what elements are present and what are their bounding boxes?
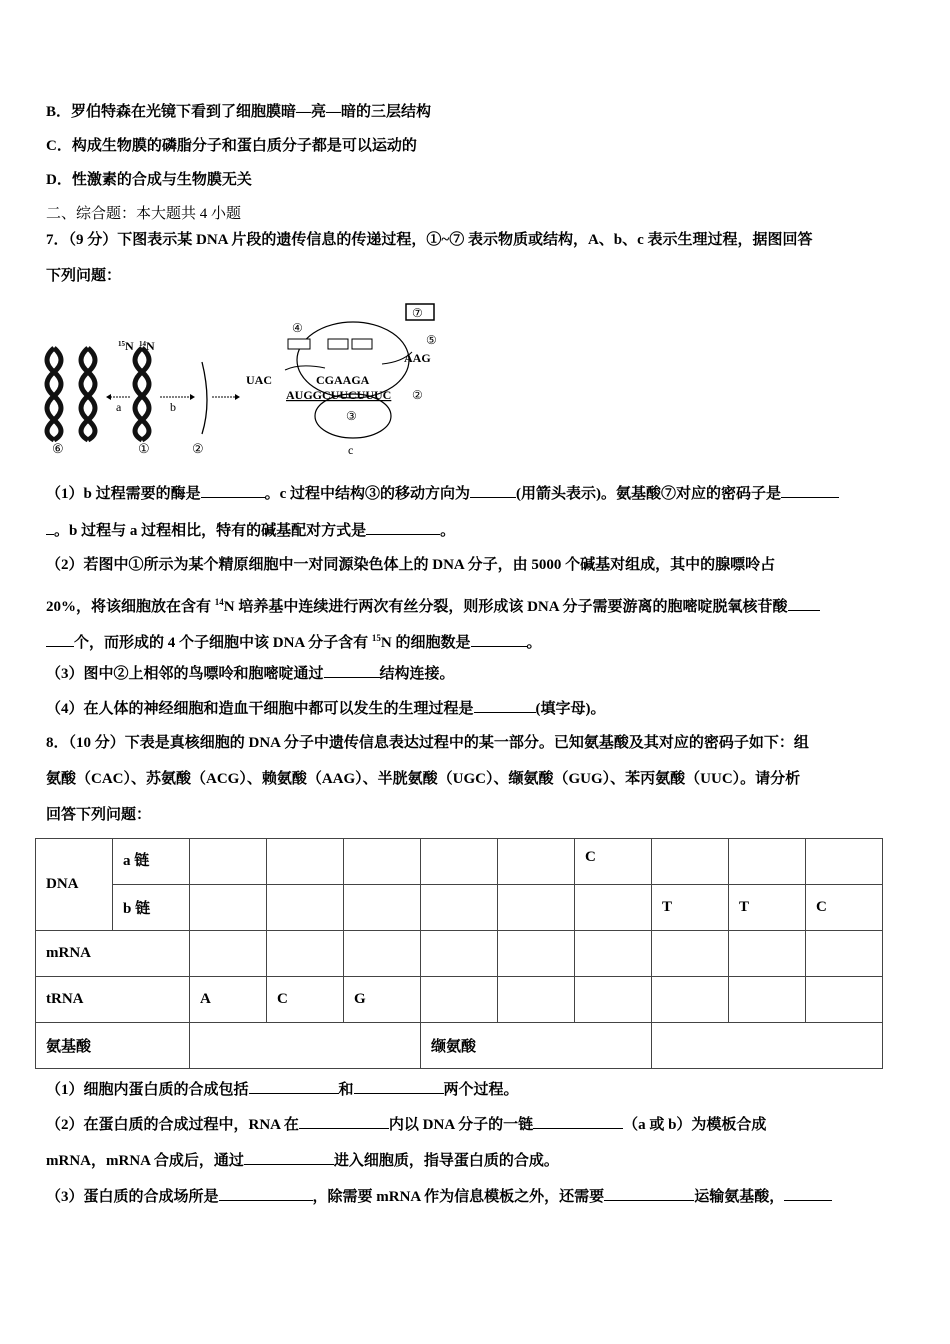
- cell: [190, 839, 267, 885]
- cell: [498, 885, 575, 931]
- svg-text:CGAAGA: CGAAGA: [316, 373, 370, 387]
- cell: [806, 839, 883, 885]
- q7-part4: （4）在人体的神经细胞和造血干细胞中都可以发生的生理过程是 (填字母)。: [46, 698, 606, 719]
- cell: [344, 931, 421, 977]
- table-row-trna: [36, 977, 883, 1023]
- cell: [575, 885, 652, 931]
- svg-text:15N: $^{15}$N: [118, 339, 134, 353]
- svg-text:14N: $^{14}$N: [139, 339, 155, 353]
- svg-text:⑤: ⑤: [426, 333, 437, 347]
- cell: [267, 885, 344, 931]
- q8-stem-3: 回答下列问题：: [46, 807, 152, 823]
- cell: 缬氨酸: [421, 1023, 652, 1069]
- svg-text:①: ①: [138, 441, 150, 456]
- q7-stem-1: 7．（9 分）下图表示某 DNA 片段的遗传信息的传递过程，①~⑦ 表示物质或结构，A、b、c 表示生理过程，据图回答: [46, 232, 813, 248]
- q7-part1-line1: （1）b 过程需要的酶是 。c 过程中结构③的移动方向为 (用箭头表示)。氨基酸⑦对应的密码子是: [46, 483, 839, 504]
- cell: [498, 977, 575, 1023]
- cell: [729, 839, 806, 885]
- option-c: C．构成生物膜的磷脂分子和蛋白质分子都是可以运动的: [46, 138, 417, 154]
- section-title: 二、综合题：本大题共 4 小题: [46, 206, 242, 222]
- b-chain-label: b 链: [113, 885, 190, 931]
- cell: [190, 1023, 421, 1069]
- q8-part2-line1: （2）在蛋白质的合成过程中，RNA 在 内以 DNA 分子的一链 （a 或 b）为模板合成: [46, 1114, 766, 1135]
- cell: [421, 977, 498, 1023]
- option-d: D．性激素的合成与生物膜无关: [46, 172, 252, 188]
- table-row-a-chain: [36, 839, 883, 885]
- q8-stem-1: 8．（10 分）下表是真核细胞的 DNA 分子中遗传信息表达过程中的某一部分。已知氨基酸及其对应的密码子如下：组: [46, 735, 809, 751]
- svg-text:b: b: [170, 400, 176, 414]
- dna-label: DNA: [36, 839, 113, 931]
- svg-text:②: ②: [192, 441, 204, 456]
- cell: [344, 885, 421, 931]
- dna-transfer-diagram: [40, 298, 440, 463]
- q7-part2-line2: 20%，将该细胞放在含有 $^{14}$N 培养基中连续进行两次有丝分裂，则形成该 DNA 分子需要游离的胞嘧啶脱氧核苷酸: [46, 592, 820, 617]
- cell: [806, 977, 883, 1023]
- cell: [729, 977, 806, 1023]
- svg-text:a: a: [116, 400, 122, 414]
- cell: [806, 931, 883, 977]
- cell: [190, 885, 267, 931]
- cell: G: [344, 977, 421, 1023]
- cell: [421, 931, 498, 977]
- cell: [421, 839, 498, 885]
- svg-text:②: ②: [412, 388, 423, 402]
- a-chain-label: a 链: [113, 839, 190, 885]
- cell: [267, 931, 344, 977]
- cell: A: [190, 977, 267, 1023]
- svg-text:AUGGCUUCUUUC: AUGGCUUCUUUC: [286, 388, 392, 402]
- svg-text:c: c: [348, 443, 354, 457]
- table-row-mrna: [36, 931, 883, 977]
- table-row-b-chain: [36, 885, 883, 931]
- cell: [652, 977, 729, 1023]
- svg-text:④: ④: [292, 321, 303, 335]
- cell: C: [267, 977, 344, 1023]
- cell: [190, 931, 267, 977]
- q8-part3: （3）蛋白质的合成场所是 ，除需要 mRNA 作为信息模板之外，还需要 运输氨基酸，: [46, 1186, 832, 1207]
- cell: [498, 931, 575, 977]
- cell: [652, 839, 729, 885]
- cell: [729, 931, 806, 977]
- cell: T: [652, 885, 729, 931]
- q7-part3: （3）图中②上相邻的鸟嘌呤和胞嘧啶通过 结构连接。: [46, 663, 455, 684]
- genetic-info-table: [35, 838, 883, 1069]
- mrna-label: mRNA: [36, 931, 190, 977]
- cell: [344, 839, 421, 885]
- svg-text:UAC: UAC: [246, 373, 272, 387]
- cell: [267, 839, 344, 885]
- amino-label: 氨基酸: [36, 1023, 190, 1069]
- svg-text:③: ③: [346, 409, 357, 423]
- q7-part2-line3: 个，而形成的 4 个子细胞中该 DNA 分子含有 $^{15}$N 的细胞数是 。: [46, 628, 542, 653]
- cell: [421, 885, 498, 931]
- q8-stem-2: 氨酸（CAC）、苏氨酸（ACG）、赖氨酸（AAG）、半胱氨酸（UGC）、缬氨酸（GUG）、苯丙氨酸（UUC）。请分析: [46, 771, 801, 787]
- svg-text:AAG: AAG: [404, 351, 431, 365]
- dna-helix-icon: [47, 348, 149, 440]
- cell: [652, 931, 729, 977]
- trna-label: tRNA: [36, 977, 190, 1023]
- option-b: B．罗伯特森在光镜下看到了细胞膜暗—亮—暗的三层结构: [46, 104, 432, 120]
- q8-part2-line2: mRNA，mRNA 合成后，通过 进入细胞质，指导蛋白质的合成。: [46, 1150, 559, 1171]
- cell: [575, 977, 652, 1023]
- cell: [652, 1023, 883, 1069]
- cell: [575, 931, 652, 977]
- svg-text:⑥: ⑥: [52, 441, 64, 456]
- svg-text:⑦: ⑦: [412, 306, 423, 320]
- cell: C: [575, 839, 652, 885]
- q7-part2-line1: （2）若图中①所示为某个精原细胞中一对同源染色体上的 DNA 分子，由 5000 个碱基对组成，其中的腺嘌呤占: [46, 557, 776, 573]
- q8-part1: （1）细胞内蛋白质的合成包括 和 两个过程。: [46, 1079, 519, 1100]
- cell: [498, 839, 575, 885]
- cell: C: [806, 885, 883, 931]
- q7-part1-line2: 。b 过程与 a 过程相比，特有的碱基配对方式是 。: [46, 520, 455, 541]
- table-row-amino-acid: [36, 1023, 883, 1069]
- cell: T: [729, 885, 806, 931]
- q7-stem-2: 下列问题：: [46, 268, 122, 284]
